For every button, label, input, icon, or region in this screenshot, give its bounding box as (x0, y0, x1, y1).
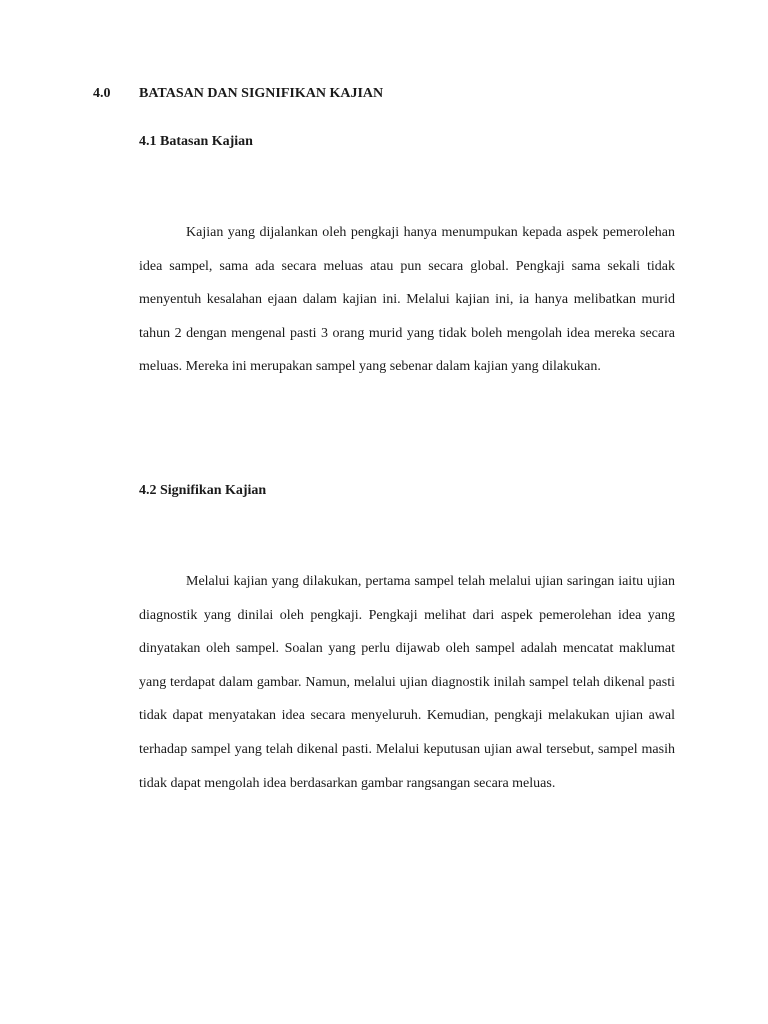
section-heading (93, 86, 383, 102)
section-number: 4.0 (93, 86, 111, 101)
subsection-heading-signifikan: 4.2 Signifikan Kajian (139, 483, 267, 498)
section-title: BATASAN DAN SIGNIFIKAN KAJIAN (139, 86, 384, 101)
subsection-heading-batasan: 4.1 Batasan Kajian (139, 134, 253, 149)
paragraph-batasan: Kajian yang dijalankan oleh pengkaji hanya menumpukan kepada aspek pemerolehan idea sampel, sama ada secara meluas atau pun secara global. Pengkaji sama sekali tidak menyentuh kesalahan ejaan dalam kajian ini. Melalui kajian ini, ia hanya melibatkan murid tahun 2 dengan mengenal pasti 3 orang murid yang tidak boleh mengolah idea mereka secara meluas. Mereka ini merupakan sampel yang sebenar dalam kajian yang dilakukan. (139, 225, 675, 375)
paragraph-signifikan: Melalui kajian yang dilakukan, pertama sampel telah melalui ujian saringan iaitu ujian diagnostik yang dinilai oleh pengkaji. Pengkaji melihat dari aspek pemerolehan idea yang dinyatakan oleh sampel. Soalan yang perlu dijawab oleh sampel adalah mencatat maklumat yang terdapat dalam gambar. Namun, melalui ujian diagnostik inilah sampel telah dikenal pasti tidak dapat menyatakan idea secara menyeluruh. Kemudian, pengkaji melakukan ujian awal terhadap sampel yang telah dikenal pasti. Melalui keputusan ujian awal tersebut, sampel masih tidak dapat mengolah idea berdasarkan gambar rangsangan secara meluas. (139, 574, 675, 791)
